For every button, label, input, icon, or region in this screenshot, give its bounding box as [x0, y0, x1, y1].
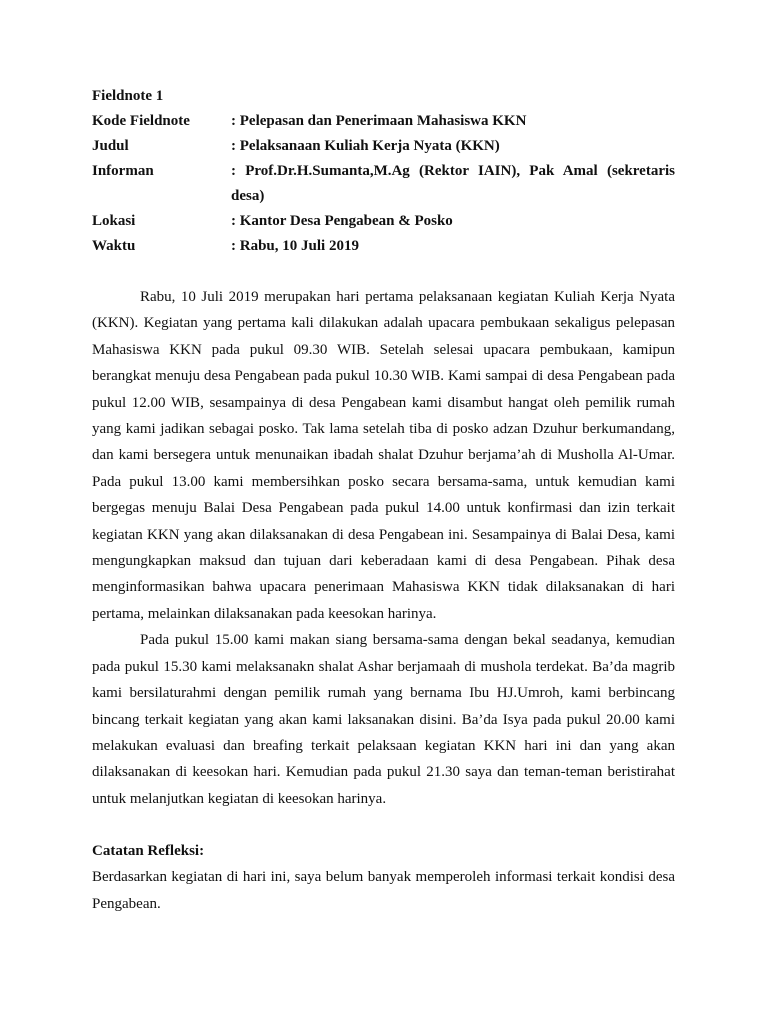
reflection-text: Berdasarkan kegiatan di hari ini, saya belum banyak memperoleh informasi terkait kondisi desa Pengabean. [92, 869, 675, 912]
meta-row-waktu [92, 234, 675, 259]
meta-row-kode-fieldnote [92, 109, 675, 134]
meta-key: Waktu [92, 238, 136, 254]
meta-key: Kode Fieldnote [92, 113, 190, 129]
reflection-heading: Catatan Refleksi: [92, 843, 205, 860]
meta-row-lokasi [92, 209, 675, 234]
meta-value: : Kantor Desa Pengabean & Posko [231, 213, 453, 229]
fieldnote-title: Fieldnote 1 [92, 88, 164, 104]
meta-value: : Pelepasan dan Penerimaan Mahasiswa KKN [231, 113, 527, 129]
meta-key: Informan [92, 163, 154, 179]
meta-value: : Rabu, 10 Juli 2019 [231, 238, 359, 254]
meta-key: Lokasi [92, 213, 136, 229]
meta-value: : Pelaksanaan Kuliah Kerja Nyata (KKN) [231, 138, 500, 154]
document-page [92, 84, 675, 917]
paragraph-2: Pada pukul 15.00 kami makan siang bersama-sama dengan bekal seadanya, kemudian pada pukul 15.30 kami melaksanakn shalat Ashar berjamaah di mushola terdekat. Ba’da magrib kami bersilaturahmi dengan pemilik rumah yang bernama Ibu HJ.Umroh, kami berbincang bincang terkait kegiatan yang akan kami laksanakan disini. Ba’da Isya pada pukul 20.00 kami melakukan evaluasi dan breafing terkait pelaksaan kegiatan KKN hari ini dan yang akan dilaksanakan di keesokan hari. Kemudian pada pukul 21.30 saya dan teman-teman beristirahat untuk melanjutkan kegiatan di keesokan harinya. [92, 632, 675, 807]
paragraph-1: Rabu, 10 Juli 2019 merupakan hari pertama pelaksanaan kegiatan Kuliah Kerja Nyata (KKN). Kegiatan yang pertama kali dilakukan adalah upacara pembukaan sekaligus pelepasan Mahasiswa KKN pada pukul 09.30 WIB. Setelah selesai upacara pembukaan, kamipun berangkat menuju desa Pengabean pada pukul 10.30 WIB. Kami sampai di desa Pengabean pada pukul 12.00 WIB, sesampainya di desa Pengabean kami disambut hangat oleh pemilik rumah yang kami jadikan sebagai posko. Tak lama setelah tiba di posko adzan Dzuhur berkumandang, dan kami bersegera untuk menunaikan ibadah shalat Dzuhur berjama’ah di Musholla Al-Umar. Pada pukul 13.00 kami membersihkan posko secara bersama-sama, untuk kemudian kami bergegas menuju Balai Desa Pengabean pada pukul 14.00 untuk konfirmasi dan izin terkait kegiatan KKN yang akan dilaksanakan di desa Pengabean ini. Sesampainya di Balai Desa, kami mengungkapkan maksud dan tujuan dari keberadaan kami di desa Pengabean. Pihak desa menginformasikan bahwa upacara penerimaan Mahasiswa KKN tidak dilaksanakan di hari pertama, melainkan dilaksanakan pada keesokan harinya. [92, 289, 675, 622]
meta-row-informan [92, 159, 675, 209]
meta-value: : Prof.Dr.H.Sumanta,M.Ag (Rektor IAIN), Pak Amal (sekretaris desa) [231, 163, 675, 204]
spacer [92, 259, 675, 284]
meta-row-judul [92, 134, 675, 159]
meta-key: Judul [92, 138, 129, 154]
